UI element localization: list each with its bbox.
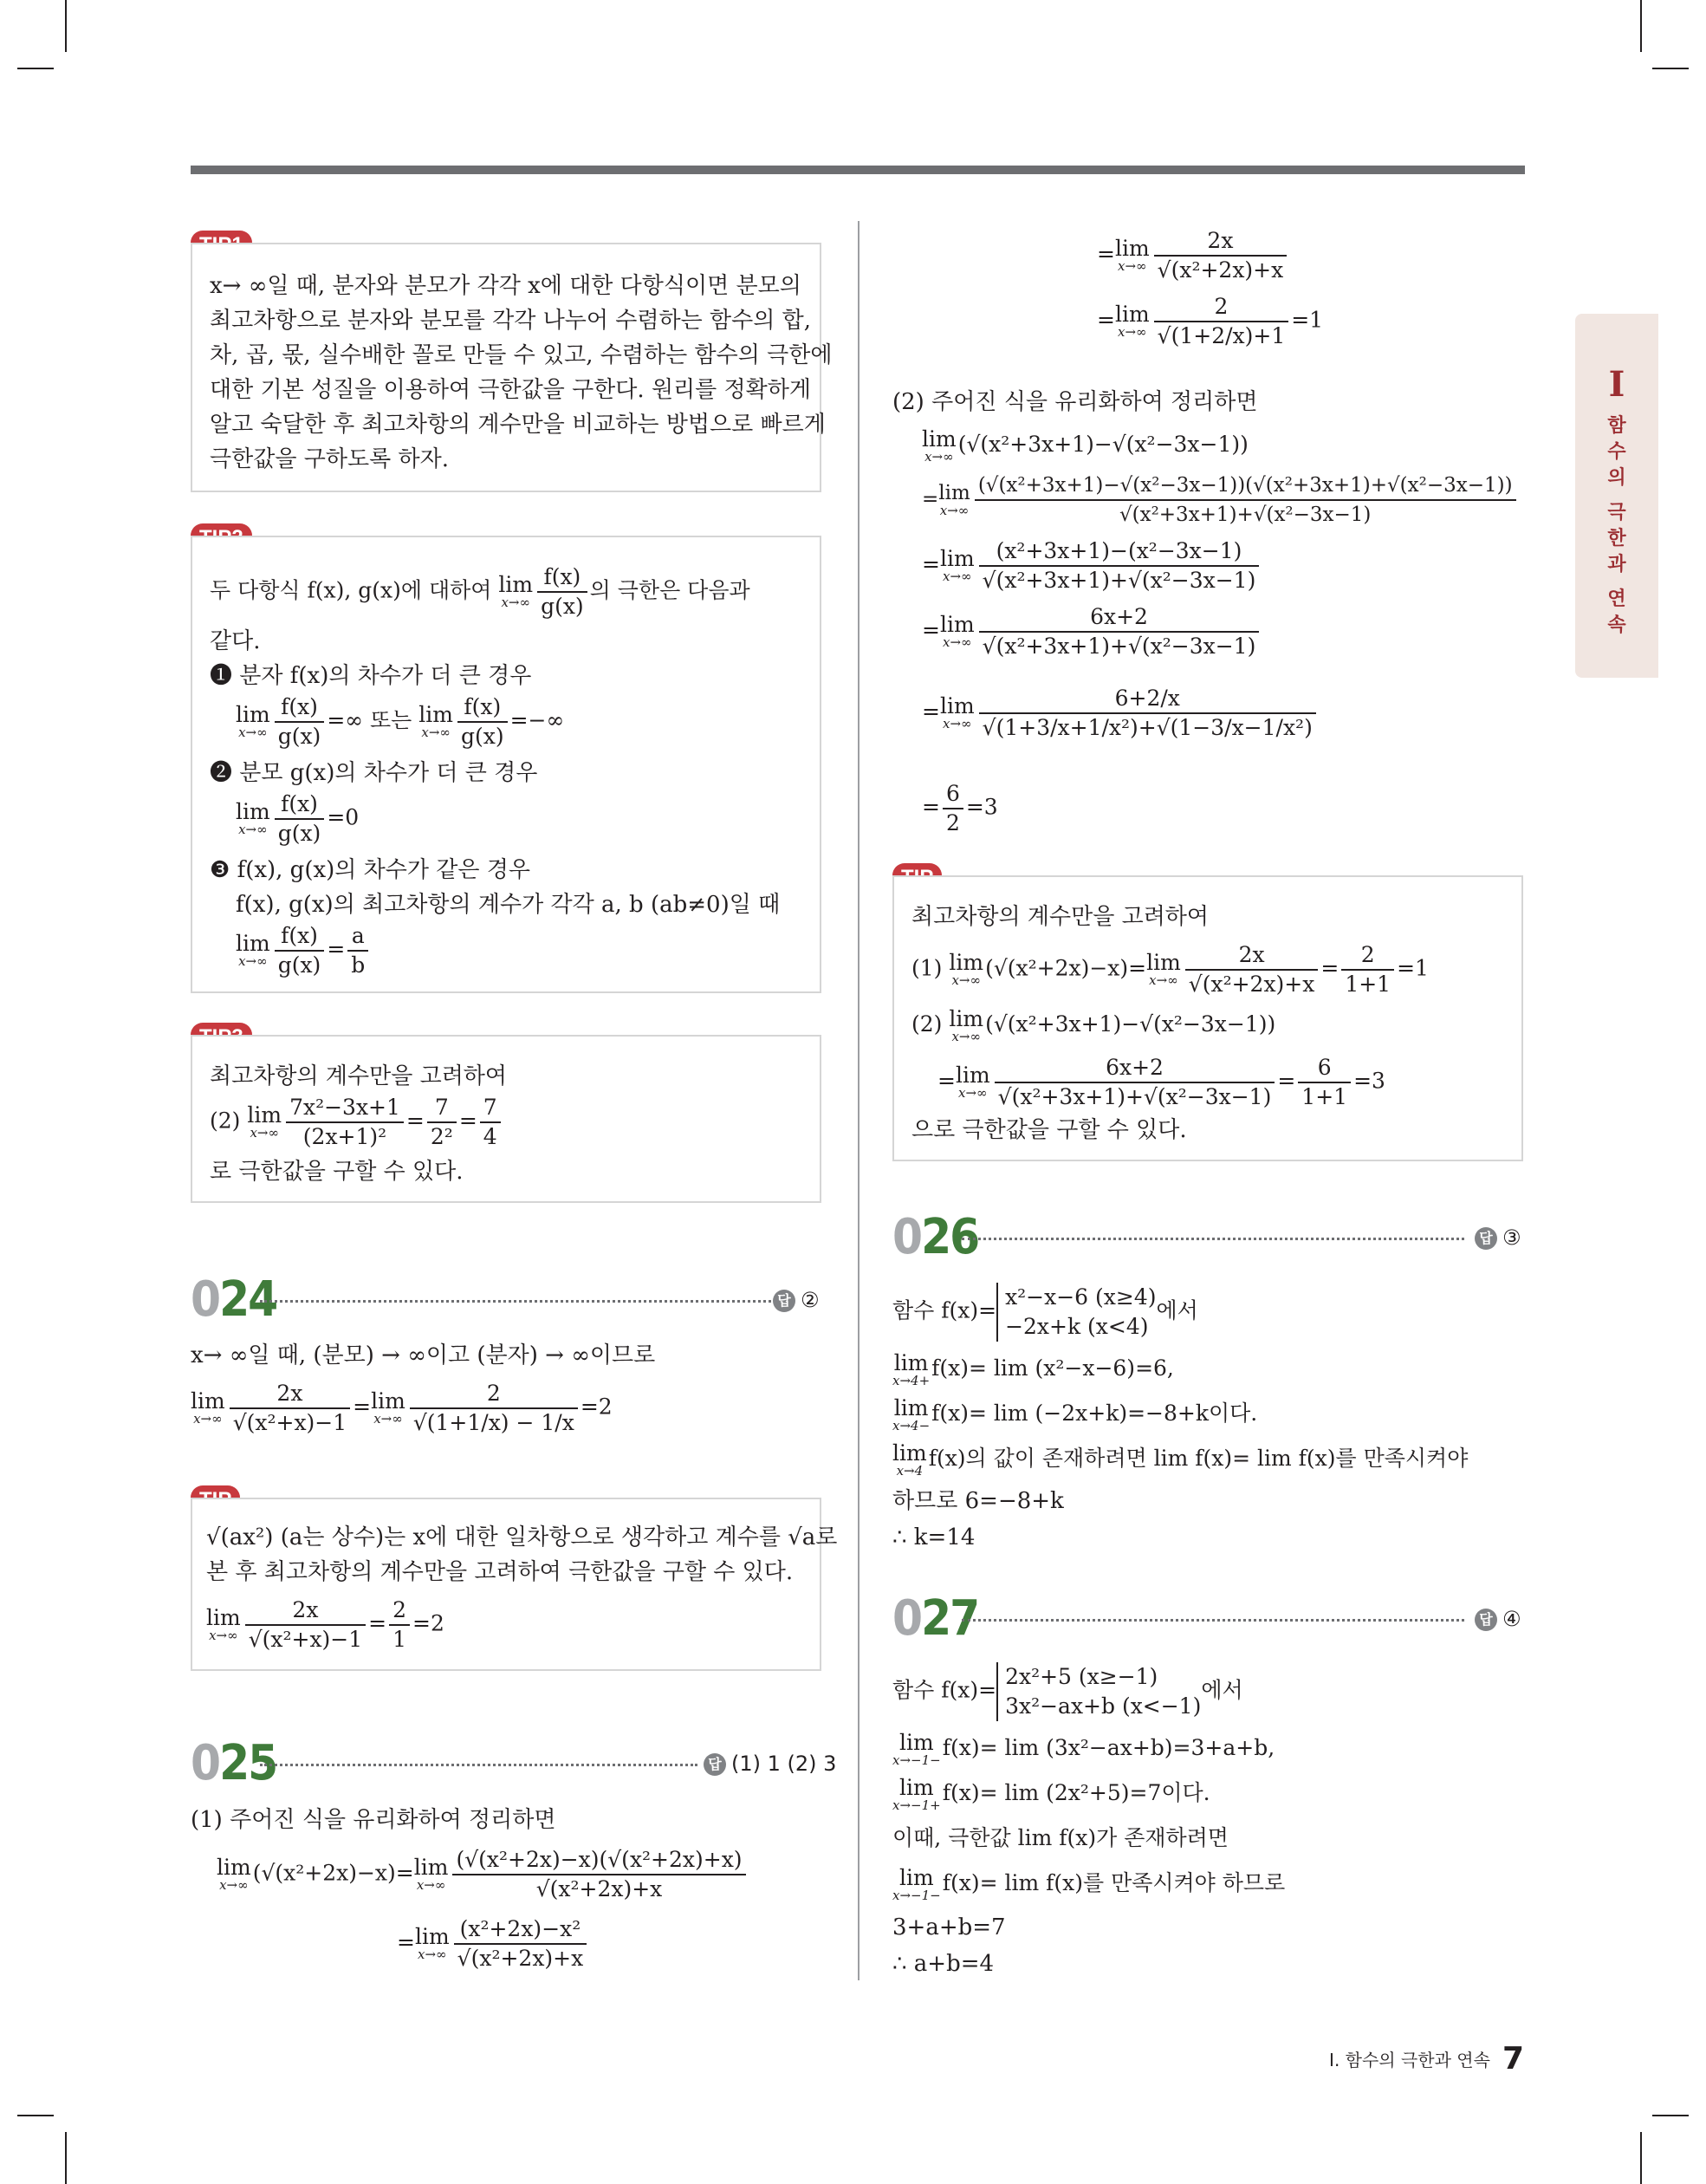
right-tip-part1: (1) lim x→∞ (√(x²+2x)−x)=lim x→∞ $\frac{2x}{\text{√(x²+2x)+x}}$ = $\frac{2}{1+1}$ =1 [911,942,1429,997]
fraction: $\frac{2}{√(1+2/x)+1}$ [1154,293,1289,350]
column-divider [858,221,859,1980]
page-footer [1329,2041,1524,2077]
tip2-box [191,536,821,993]
fraction: $\frac{2}{1}$ [389,1596,410,1654]
fraction: $\frac{6x+2}{\text{√(x²+3x+1)+√(x²−3x−1)}}$ [995,1054,1275,1111]
q27-line6: ∴ a+b=4 [892,1951,995,1977]
tip2-intro: 두 다항식 f(x), g(x)에 대하여 lim x→∞ $\frac{f(x)}{g(x)}$ 의 극한은 다음과 [210,564,750,619]
q24-line1: x→ ∞일 때, (분모) → ∞이고 (분자) → ∞이므로 [191,1342,656,1368]
q27-line3: 이때, 극한값 lim f(x)가 존재하려면 [892,1825,1229,1850]
tip2-case2-formula: lim x→∞ $\frac{f(x)}{g(x)}$ =0 [236,791,360,846]
fraction: $\frac{\text{(x²+2x)−x²}}{\text{√(x²+2x)+x}}$ [454,1915,587,1973]
answer-badge-icon: 답 [704,1753,726,1776]
answer-badge-icon: 답 [1475,1609,1497,1631]
crop-mark [1640,2132,1642,2184]
q25-part2-step3: =lim x→∞ $\frac{6x+2}{\text{√(x²+3x+1)+√(x²−3x−1)}}$ [922,603,1262,660]
question-number-27: 027 [892,1590,979,1647]
tip1-box [191,243,833,492]
right-tip-box [892,875,1523,1161]
tip2-case3-cond: f(x), g(x)의 최고차항의 계수가 각각 a, b (ab≠0)일 때 [236,892,781,918]
fraction: $\frac{6}{2}$ [943,780,963,837]
crop-mark [17,68,54,69]
fraction: $\frac{2}{√(1+1/x) - 1/x}$ [410,1380,578,1437]
fraction: $\frac{2x}{\text{√(x²+2x)+x}}$ [1185,941,1319,998]
fraction: $\frac{a}{b}$ [347,922,368,979]
fraction: $\frac{6+2/x}{\text{√(1+3/x+1/x²)+√(1−3/x−1/x²)}}$ [979,685,1316,742]
right-tip-line1: 최고차항의 계수만을 고려하여 [911,904,1210,930]
q24-tip-box [191,1498,838,1671]
q26-line3: lim x→4 f(x)의 값이 존재하려면 lim f(x)= lim f(x)를 만족시켜야 [892,1440,1469,1479]
dotted-leader [260,1300,771,1303]
dotted-leader [260,1764,697,1766]
question-number-26: 026 [892,1209,979,1265]
crop-mark [1652,68,1689,69]
tip3-formula: (2) lim x→∞ $\frac{\text{7x²−3x+1}}{\text{(2x+1)²}}$ = $\frac{7}{\text{2²}}$ = $\frac{7}{4}$ [210,1094,503,1151]
right-tip-part2-formula: =lim x→∞ $\frac{6x+2}{\text{√(x²+3x+1)+√(x²−3x−1)}}$ = $\frac{6}{1+1}$ =3 [937,1055,1385,1109]
answer-25: 답 (1) 1 (2) 3 [704,1750,836,1778]
tip2-case1: ❶ 분자 f(x)의 차수가 더 큰 경우 [210,663,532,689]
fraction: $\frac{\text{(√(x²+3x+1)−√(x²−3x−1))(√(x²+3x+1)+√(x²−3x−1))}}{\text{√(x²+3x+1)+√(x²−3x−1)}}$ [975,471,1516,529]
q25-part2-step4: =lim x→∞ $\frac{6+2/x}{\text{√(1+3/x+1/x²)+√(1−3/x−1/x²)}}$ [922,685,1319,742]
q26-definition: 함수 f(x)= x²−x−6 (x≥4) −2x+k (x<4) 에서 [892,1283,1198,1342]
crop-mark [65,0,67,52]
q26-line1: lim x→4+ f(x)= lim (x²−x−6)=6, [892,1349,1174,1388]
q26-line2: lim x→4− f(x)= lim (−2x+k)=−8+k이다. [892,1394,1258,1433]
question-number-25: 025 [191,1735,277,1791]
q26-line5: ∴ k=14 [892,1524,976,1550]
tip3-box [191,1035,821,1203]
q27-line5: 3+a+b=7 [892,1914,1006,1940]
header-rule [191,166,1525,174]
fraction: $\frac{2x}{\text{√(x²+x)−1}}$ [245,1596,366,1654]
tip2-case3-formula: lim x→∞ $\frac{f(x)}{g(x)}$ = $\frac{a}{b}$ [236,922,371,979]
q24-formula: lim x→∞ $\frac{2x}{\text{√(x²+x)−1}}$ =lim x→∞ $\frac{2}{√(1+1/x) - 1/x}$ =2 [191,1381,613,1435]
q27-line1: lim x→−1− f(x)= lim (3x²−ax+b)=3+a+b, [892,1729,1275,1768]
q25-part2-step5: = $\frac{6}{2}$ =3 [922,781,998,835]
q27-line2: lim x→−1+ f(x)= lim (2x²+5)=7이다. [892,1774,1210,1813]
fraction: $\frac{7}{\text{2²}}$ [427,1094,457,1151]
tip2-case2: ❷ 분모 g(x)의 차수가 더 큰 경우 [210,760,538,786]
q25-part2-step2: =lim x→∞ $\frac{\text{(x²+3x+1)−(x²−3x−1)}}{\text{√(x²+3x+1)+√(x²−3x−1)}}$ [922,537,1262,595]
answer-26: 답 ③ [1475,1224,1521,1251]
q25-step3: =lim x→∞ $\frac{2x}{\text{√(x²+2x)+x}}$ [1097,227,1289,284]
fraction: $\frac{6}{1+1}$ [1298,1054,1351,1111]
q25-step2: =lim x→∞ $\frac{\text{(x²+2x)−x²}}{\text{√(x²+2x)+x}}$ [397,1915,589,1973]
fraction: $\frac{f(x)}{g(x)}$ [275,693,325,751]
answer-27: 답 ④ [1475,1605,1521,1633]
fraction: $\frac{f(x)}{g(x)}$ [275,790,325,848]
right-tip-part2: (2) lim x→∞ (√(x²+3x+1)−√(x²−3x−1)) [911,1005,1276,1044]
right-tip-last: 으로 극한값을 구할 수 있다. [911,1117,1187,1143]
fraction: $\frac{\text{(√(x²+2x)−x)(√(x²+2x)+x)}}{\text{√(x²+2x)+x}}$ [452,1846,745,1903]
chapter-side-tab [1575,314,1658,678]
q24-tip-line1: √(ax²) (a는 상수)는 x에 대한 일차항으로 생각하고 계수를 √a로 [206,1524,838,1550]
answer-24: 답 ② [773,1286,820,1314]
tip3-line1: 최고차항의 계수만을 고려하여 [210,1063,508,1089]
q25-part1: (1) 주어진 식을 유리화하여 정리하면 [191,1807,556,1833]
chapter-title-vertical: 함 수 의 극 한 과 연 속 [1607,415,1626,636]
tip2-intro-cont: 같다. [210,628,261,654]
question-number-24: 024 [191,1271,277,1328]
tip2-case1-formula: lim x→∞ $\frac{f(x)}{g(x)}$ =∞ 또는 lim x→∞ $\frac{f(x)}{g(x)}$ =−∞ [236,694,565,749]
q25-step1: lim x→∞ (√(x²+2x)−x)=lim x→∞ $\frac{\text{(√(x²+2x)−x)(√(x²+2x)+x)}}{\text{√(x²+2x)+x}}$ [217,1846,749,1903]
q24-tip-line2: 본 후 최고차항의 계수만을 고려하여 극한값을 구할 수 있다. [206,1559,794,1585]
tip2-case3: ❸ f(x), g(x)의 차수가 같은 경우 [210,857,530,883]
fraction: $\frac{7}{4}$ [480,1094,501,1151]
q25-step4: =lim x→∞ $\frac{2}{√(1+2/x)+1}$ =1 [1097,294,1324,348]
tip1-body: x→ ∞일 때, 분자와 분모가 각각 x에 대한 다항식이면 분모의 최고차항으로 분자와 분모를 각각 나누어 수렴하는 함수의 합, 차, 곱, 몫, 실수배한 꼴로 만들 수 있고, 수렴하는 함수의 극한에 대한 기본 성질을 이용하여 극한값을 구한다. 원리를 정확하게 알고 숙달한 후 최고차항의 계수만을 비교하는 방법으로 빠르게 극한값을 구하도록 하자. [210,273,833,472]
q25-part2-step1: =lim x→∞ $\frac{\text{(√(x²+3x+1)−√(x²−3x−1))(√(x²+3x+1)+√(x²−3x−1))}}{\text{√(x²+3x+1)+√(x²−3x−1)}}$ [922,471,1519,529]
fraction: $\frac{f(x)}{g(x)}$ [275,922,325,979]
q25-part2: (2) 주어진 식을 유리화하여 정리하면 [892,389,1258,415]
q26-line4: 하므로 6=−8+k [892,1488,1064,1514]
q27-line4: lim x→−1− f(x)= lim f(x)를 만족시켜야 하므로 [892,1864,1286,1903]
q25-part2-expr: lim x→∞ (√(x²+3x+1)−√(x²−3x−1)) [922,426,1249,465]
q27-definition: 함수 f(x)= 2x²+5 (x≥−1) 3x²−ax+b (x<−1) 에서 [892,1662,1243,1721]
answer-badge-icon: 답 [773,1290,795,1312]
crop-mark [1640,0,1642,52]
fraction: $\frac{2}{1+1}$ [1341,941,1394,998]
fraction: $\frac{f(x)}{g(x)}$ [537,563,587,621]
dotted-leader [962,1238,1464,1240]
crop-mark [17,2115,54,2116]
fraction: $\frac{\text{(x²+3x+1)−(x²−3x−1)}}{\text{√(x²+3x+1)+√(x²−3x−1)}}$ [979,537,1260,595]
fraction: $\frac{6x+2}{\text{√(x²+3x+1)+√(x²−3x−1)}}$ [979,603,1260,660]
crop-mark [1652,2115,1689,2116]
crop-mark [65,2132,67,2184]
fraction: $\frac{f(x)}{g(x)}$ [457,693,508,751]
dotted-leader [962,1619,1464,1622]
fraction: $\frac{\text{7x²−3x+1}}{\text{(2x+1)²}}$ [286,1094,404,1151]
fraction: $\frac{2x}{\text{√(x²+x)−1}}$ [230,1380,350,1437]
q24-tip-formula: lim x→∞ $\frac{2x}{\text{√(x²+x)−1}}$ = $\frac{2}{1}$ =2 [206,1597,444,1652]
answer-badge-icon: 답 [1475,1227,1497,1250]
tip3-line3: 로 극한값을 구할 수 있다. [210,1159,464,1185]
footer-chapter-label: I. 함수의 극한과 연속 [1329,2050,1490,2070]
chapter-roman-numeral: I [1608,364,1625,405]
fraction: $\frac{2x}{\text{√(x²+2x)+x}}$ [1154,227,1288,284]
page-number: 7 [1502,2041,1524,2077]
